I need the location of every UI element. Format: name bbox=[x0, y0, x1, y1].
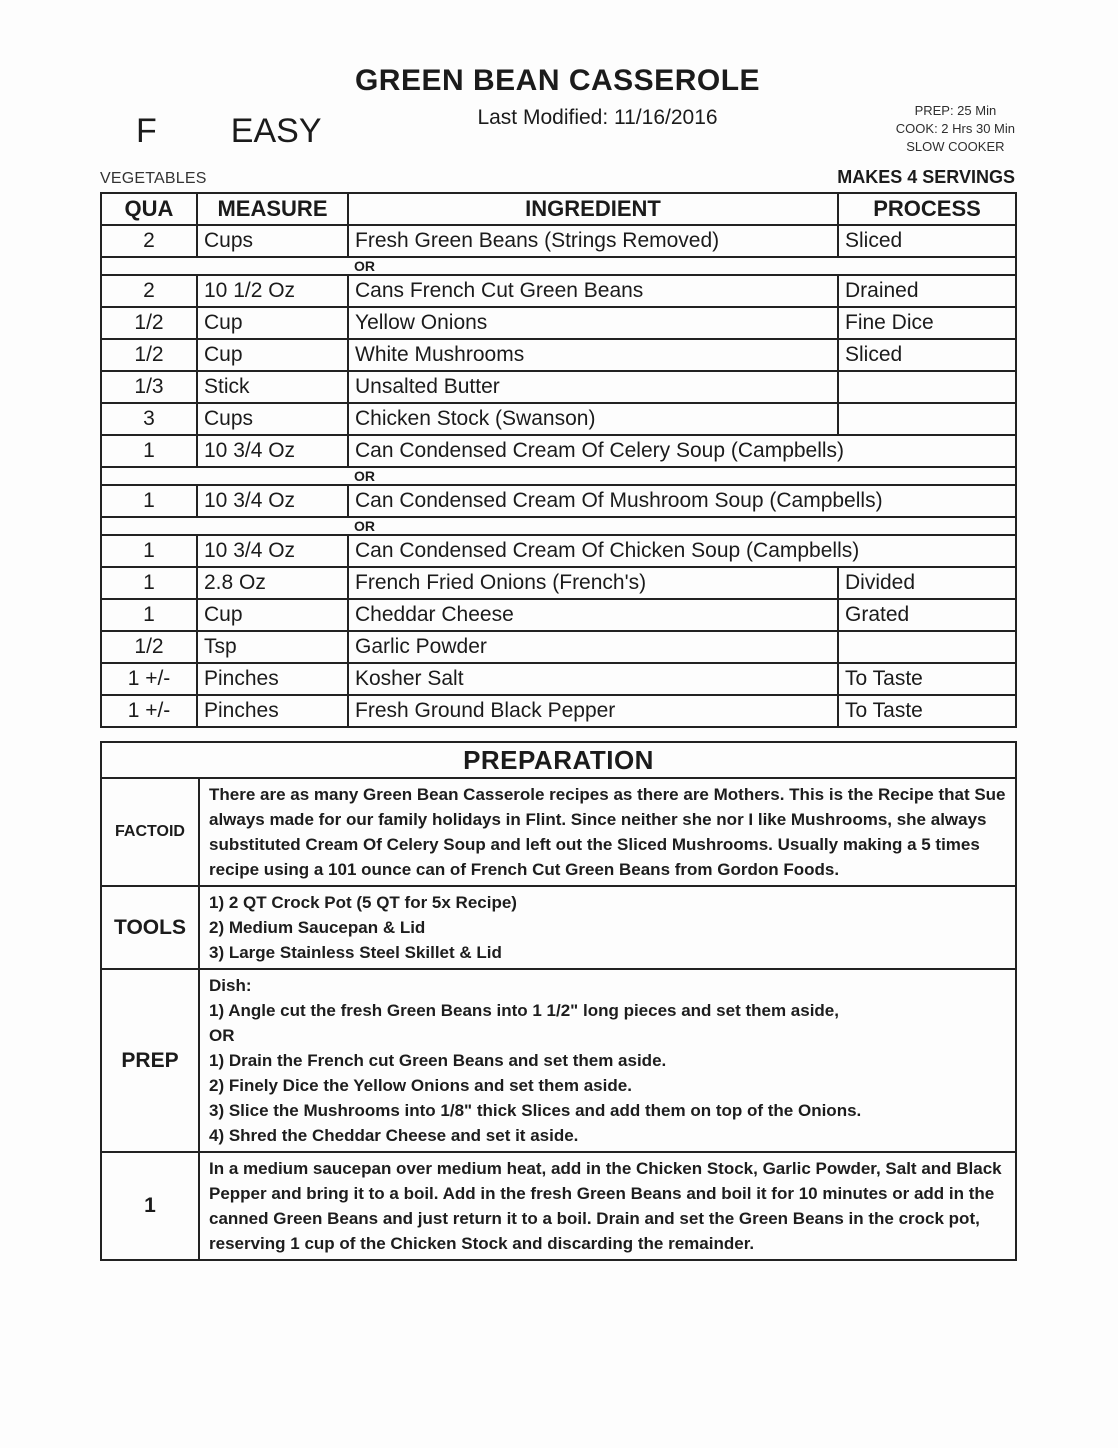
measure-cell: 10 1/2 Oz bbox=[197, 275, 348, 307]
cook-times bbox=[896, 102, 1015, 156]
recipe-page bbox=[100, 0, 1015, 1261]
table-row bbox=[101, 339, 1016, 371]
flag-letter: F bbox=[136, 112, 157, 150]
header-category-row bbox=[100, 162, 1015, 188]
tool-item: 3) Large Stainless Steel Skillet & Lid bbox=[209, 943, 502, 962]
column-header-ingredient: INGREDIENT bbox=[348, 193, 838, 225]
process-cell: To Taste bbox=[838, 695, 1016, 727]
step-text: In a medium saucepan over medium heat, add in the Chicken Stock, Garlic Powder, Salt and Black Pepper and bring it to a boil. Add in the fresh Green Beans and boil it for 10 minutes or add in the canned Green Beans and just return it to a boil. Drain and set the Green Beans in the crock pot, reserving 1 cup of the Chicken Stock and discarding the remainder. bbox=[199, 1152, 1016, 1260]
ingredient-cell: Can Condensed Cream Of Mushroom Soup (Campbells) bbox=[348, 485, 1016, 517]
process-cell: Divided bbox=[838, 567, 1016, 599]
column-header-measure: MEASURE bbox=[197, 193, 348, 225]
ingredient-cell: Yellow Onions bbox=[348, 307, 838, 339]
last-modified: Last Modified: 11/16/2016 bbox=[477, 106, 718, 129]
measure-cell: 2.8 Oz bbox=[197, 567, 348, 599]
prep-line: 2) Finely Dice the Yellow Onions and set them aside. bbox=[209, 1076, 632, 1095]
tools-label: TOOLS bbox=[101, 886, 199, 969]
ingredient-cell: Cans French Cut Green Beans bbox=[348, 275, 838, 307]
ingredient-cell: White Mushrooms bbox=[348, 339, 838, 371]
factoid-label: FACTOID bbox=[101, 778, 199, 886]
measure-cell: 10 3/4 Oz bbox=[197, 535, 348, 567]
process-cell bbox=[838, 371, 1016, 403]
column-header-qua: QUA bbox=[101, 193, 197, 225]
table-row bbox=[101, 225, 1016, 257]
quantity-cell: 1/2 bbox=[101, 631, 197, 663]
column-header-process: PROCESS bbox=[838, 193, 1016, 225]
recipe-title: GREEN BEAN CASSEROLE bbox=[354, 64, 761, 97]
preparation-title: PREPARATION bbox=[101, 742, 1016, 778]
quantity-cell: 1 bbox=[101, 567, 197, 599]
process-cell: Sliced bbox=[838, 225, 1016, 257]
prep-time: PREP: 25 Min bbox=[914, 103, 997, 118]
prep-line: 1) Angle cut the fresh Green Beans into 1 1/2" long pieces and set them aside, bbox=[209, 1001, 839, 1020]
process-cell: Sliced bbox=[838, 339, 1016, 371]
measure-cell: Cup bbox=[197, 339, 348, 371]
measure-cell: Cup bbox=[197, 307, 348, 339]
header-meta-row bbox=[100, 98, 1015, 162]
table-row bbox=[101, 535, 1016, 567]
process-cell: Grated bbox=[838, 599, 1016, 631]
table-row bbox=[101, 275, 1016, 307]
quantity-cell: 1 bbox=[101, 485, 197, 517]
tools-row bbox=[101, 886, 1016, 969]
ingredient-cell: Garlic Powder bbox=[348, 631, 838, 663]
ingredient-cell: Fresh Ground Black Pepper bbox=[348, 695, 838, 727]
or-label: OR bbox=[101, 257, 1016, 275]
ingredient-cell: French Fried Onions (French's) bbox=[348, 567, 838, 599]
ingredient-cell: Fresh Green Beans (Strings Removed) bbox=[348, 225, 838, 257]
quantity-cell: 1/3 bbox=[101, 371, 197, 403]
prep-line: Dish: bbox=[209, 976, 252, 995]
category-label: VEGETABLES bbox=[100, 170, 207, 187]
measure-cell: 10 3/4 Oz bbox=[197, 485, 348, 517]
quantity-cell: 3 bbox=[101, 403, 197, 435]
process-cell: Drained bbox=[838, 275, 1016, 307]
table-row bbox=[101, 435, 1016, 467]
or-label: OR bbox=[101, 517, 1016, 535]
or-row bbox=[101, 257, 1016, 275]
cook-time: COOK: 2 Hrs 30 Min bbox=[895, 121, 1015, 136]
ingredient-cell: Unsalted Butter bbox=[348, 371, 838, 403]
factoid-text: There are as many Green Bean Casserole recipes as there are Mothers. This is the Recipe that Sue always made for our family holidays in Flint. Since neither she nor I like Mushrooms, she always substituted Cream Of Celery Soup and left out the Sliced Mushrooms. Usually making a 5 times recipe using a 101 ounce can of French Cut Green Beans from Gordon Foods. bbox=[199, 778, 1016, 886]
quantity-cell: 1/2 bbox=[101, 339, 197, 371]
process-cell: To Taste bbox=[838, 663, 1016, 695]
measure-cell: Pinches bbox=[197, 695, 348, 727]
table-row bbox=[101, 485, 1016, 517]
ingredient-cell: Can Condensed Cream Of Chicken Soup (Campbells) bbox=[348, 535, 1016, 567]
measure-cell: Pinches bbox=[197, 663, 348, 695]
measure-cell: Cup bbox=[197, 599, 348, 631]
ingredient-cell: Cheddar Cheese bbox=[348, 599, 838, 631]
factoid-row bbox=[101, 778, 1016, 886]
ingredient-cell: Chicken Stock (Swanson) bbox=[348, 403, 838, 435]
process-cell bbox=[838, 403, 1016, 435]
prep-row bbox=[101, 969, 1016, 1152]
ingredients-header-row bbox=[101, 193, 1016, 225]
preparation-table bbox=[100, 741, 1017, 1261]
table-row bbox=[101, 371, 1016, 403]
prep-label: PREP bbox=[101, 969, 199, 1152]
tool-item: 2) Medium Saucepan & Lid bbox=[209, 918, 426, 937]
quantity-cell: 1 +/- bbox=[101, 663, 197, 695]
measure-cell: Cups bbox=[197, 225, 348, 257]
tools-list bbox=[199, 886, 1016, 969]
table-row bbox=[101, 403, 1016, 435]
ingredient-cell: Can Condensed Cream Of Celery Soup (Campbells) bbox=[348, 435, 1016, 467]
or-label: OR bbox=[101, 467, 1016, 485]
process-cell bbox=[838, 631, 1016, 663]
quantity-cell: 1 +/- bbox=[101, 695, 197, 727]
prep-line: 1) Drain the French cut Green Beans and set them aside. bbox=[209, 1051, 667, 1070]
table-row bbox=[101, 631, 1016, 663]
quantity-cell: 1 bbox=[101, 435, 197, 467]
flag-difficulty bbox=[136, 112, 322, 150]
table-row bbox=[101, 695, 1016, 727]
or-row bbox=[101, 517, 1016, 535]
tool-item: 1) 2 QT Crock Pot (5 QT for 5x Recipe) bbox=[209, 893, 517, 912]
difficulty-label: EASY bbox=[230, 112, 322, 150]
quantity-cell: 1/2 bbox=[101, 307, 197, 339]
ingredients-table bbox=[100, 192, 1017, 728]
or-row bbox=[101, 467, 1016, 485]
preparation-title-row bbox=[101, 742, 1016, 778]
process-cell: Fine Dice bbox=[838, 307, 1016, 339]
step-row bbox=[101, 1152, 1016, 1260]
ingredient-cell: Kosher Salt bbox=[348, 663, 838, 695]
cooking-method: SLOW COOKER bbox=[906, 139, 1005, 154]
measure-cell: 10 3/4 Oz bbox=[197, 435, 348, 467]
prep-line: OR bbox=[209, 1026, 235, 1045]
table-row bbox=[101, 599, 1016, 631]
table-row bbox=[101, 307, 1016, 339]
prep-line: 3) Slice the Mushrooms into 1/8" thick Slices and add them on top of the Onions. bbox=[209, 1101, 862, 1120]
table-row bbox=[101, 663, 1016, 695]
prep-line: 4) Shred the Cheddar Cheese and set it aside. bbox=[209, 1126, 579, 1145]
servings-label: MAKES 4 SERVINGS bbox=[837, 167, 1015, 187]
quantity-cell: 1 bbox=[101, 599, 197, 631]
step-number: 1 bbox=[101, 1152, 199, 1260]
prep-steps-list bbox=[199, 969, 1016, 1152]
measure-cell: Stick bbox=[197, 371, 348, 403]
table-row bbox=[101, 567, 1016, 599]
quantity-cell: 2 bbox=[101, 275, 197, 307]
measure-cell: Tsp bbox=[197, 631, 348, 663]
measure-cell: Cups bbox=[197, 403, 348, 435]
quantity-cell: 1 bbox=[101, 535, 197, 567]
quantity-cell: 2 bbox=[101, 225, 197, 257]
